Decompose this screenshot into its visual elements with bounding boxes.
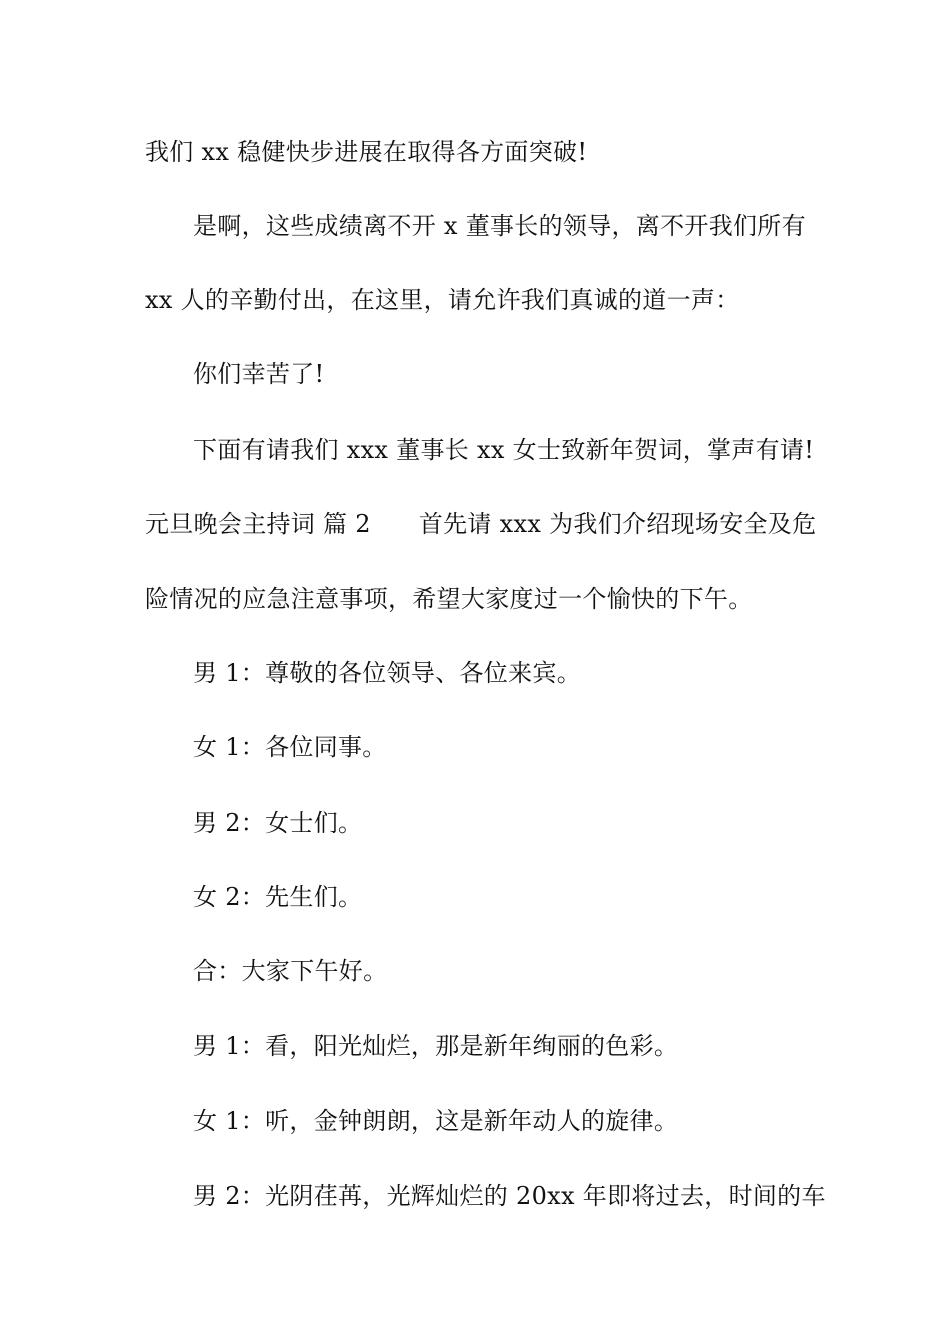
dialogue-line: 女 1：各位同事。	[193, 733, 387, 761]
section-heading-line	[145, 508, 815, 540]
dialogue-line: 合：大家下午好。	[193, 957, 388, 985]
dialogue-line: 女 2：先生们。	[193, 883, 363, 911]
dialogue-line: 女 1：听，金钟朗朗，这是新年动人的旋律。	[193, 1107, 679, 1135]
section-heading: 元旦晚会主持词 篇 2	[145, 510, 371, 538]
dialogue-line: 男 1：看，阳光灿烂，那是新年绚丽的色彩。	[193, 1032, 679, 1060]
dialogue-line: 男 1：尊敬的各位领导、各位来宾。	[193, 659, 581, 687]
dialogue-line: 男 2：光阴荏苒，光辉灿烂的 20xx 年即将过去，时间的车	[193, 1182, 826, 1210]
paragraph-text: 首先请 xxx 为我们介绍现场安全及危	[418, 510, 817, 538]
paragraph-line: xx 人的辛勤付出，在这里，请允许我们真诚的道一声：	[145, 286, 740, 314]
paragraph-line: 我们 xx 稳健快步进展在取得各方面突破!	[145, 138, 588, 166]
paragraph-line: 险情况的应急注意事项，希望大家度过一个愉快的下午。	[145, 585, 753, 613]
paragraph-line: 你们幸苦了!	[193, 360, 325, 388]
paragraph-line: 下面有请我们 xxx 董事长 xx 女士致新年贺词，掌声有请!	[193, 436, 815, 464]
dialogue-line: 男 2：女士们。	[193, 809, 363, 837]
paragraph-line: 是啊，这些成绩离不开 x 董事长的领导，离不开我们所有	[193, 212, 806, 240]
